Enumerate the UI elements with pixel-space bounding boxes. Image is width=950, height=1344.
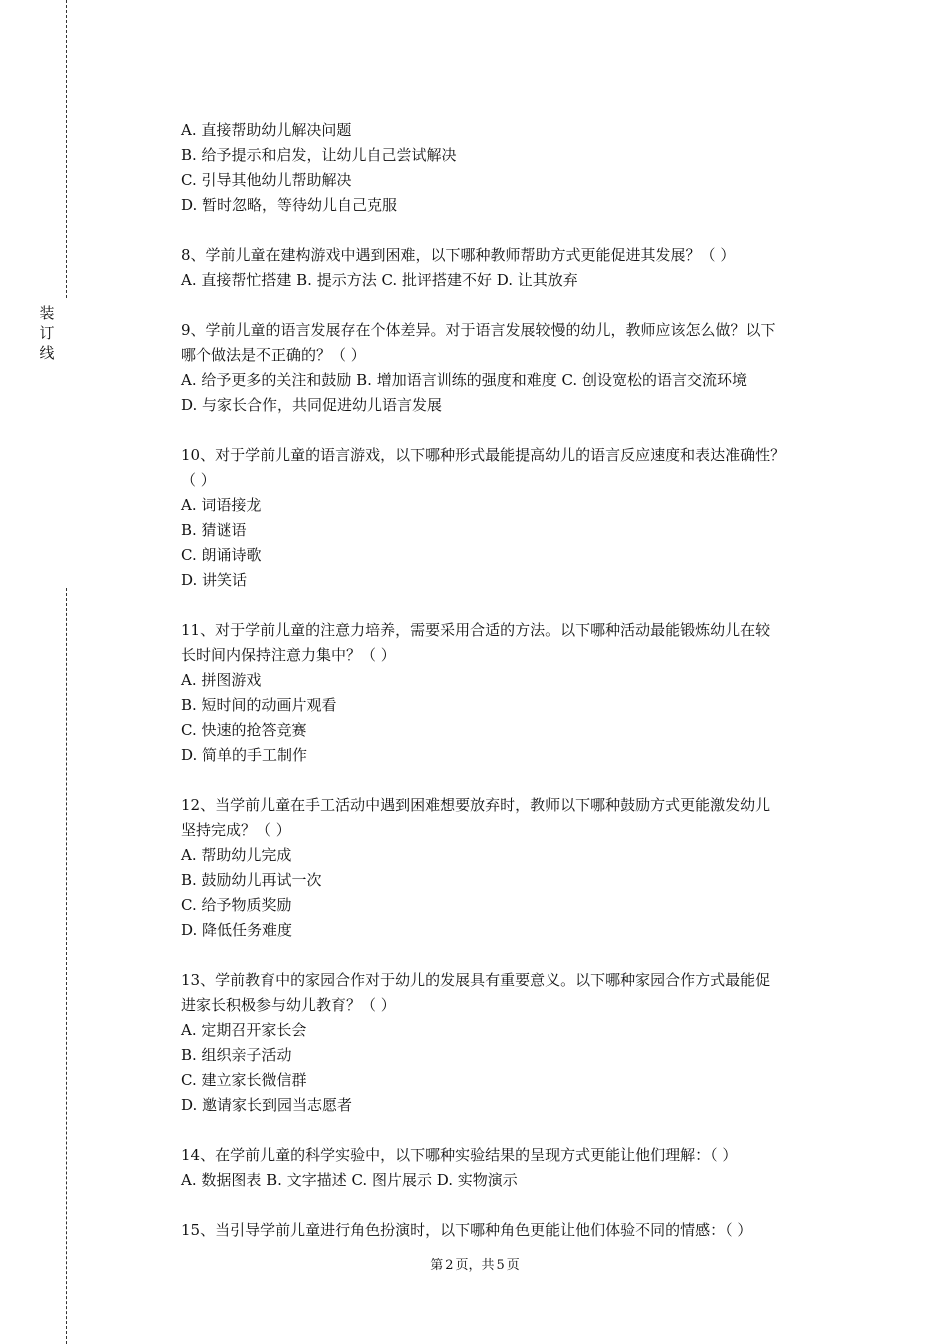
continuation-options	[181, 118, 849, 218]
footer-suffix: 页	[506, 1258, 520, 1273]
page-footer	[0, 1256, 950, 1276]
option-line: A. 拼图游戏	[181, 671, 262, 689]
option-line: B. 给予提示和启发，让幼儿自己尝试解决	[181, 146, 457, 164]
question-text: 坚持完成？（ ）	[181, 821, 291, 839]
option-line: A. 给予更多的关注和鼓励 B. 增加语言训练的强度和难度 C. 创设宽松的语言交流环境	[181, 371, 747, 389]
question-block	[181, 318, 849, 418]
option-line: D. 邀请家长到园当志愿者	[181, 1096, 353, 1114]
question-text: 8、学前儿童在建构游戏中遇到困难，以下哪种教师帮助方式更能促进其发展？（ ）	[181, 246, 736, 264]
option-line: B. 猜谜语	[181, 521, 247, 539]
question-block	[181, 618, 849, 768]
question-gap	[181, 1193, 849, 1218]
question-text: 10、对于学前儿童的语言游戏，以下哪种形式最能提高幼儿的语言反应速度和表达准确性？	[181, 446, 786, 464]
question-content	[181, 118, 849, 1243]
option-line: A. 直接帮忙搭建 B. 提示方法 C. 批评搭建不好 D. 让其放弃	[181, 271, 578, 289]
question-block	[181, 793, 849, 943]
question-text: 哪个做法是不正确的？（ ）	[181, 346, 366, 364]
question-gap	[181, 1118, 849, 1143]
question-block	[181, 968, 849, 1118]
option-line: B. 鼓励幼儿再试一次	[181, 871, 322, 889]
question-gap	[181, 418, 849, 443]
option-line: A. 直接帮助幼儿解决问题	[181, 121, 352, 139]
binding-char: 线	[39, 344, 55, 362]
question-gap	[181, 593, 849, 618]
option-line: A. 数据图表 B. 文字描述 C. 图片展示 D. 实物演示	[181, 1171, 518, 1189]
question-gap	[181, 218, 849, 243]
question-block	[181, 243, 849, 293]
option-line: D. 简单的手工制作	[181, 746, 308, 764]
question-text: 12、当学前儿童在手工活动中遇到困难想要放弃时，教师以下哪种鼓励方式更能激发幼儿	[181, 796, 771, 814]
binding-char: 订	[39, 324, 55, 342]
option-line: B. 短时间的动画片观看	[181, 696, 337, 714]
option-line: C. 快速的抢答竞赛	[181, 721, 307, 739]
option-line: D. 与家长合作，共同促进幼儿语言发展	[181, 396, 443, 414]
footer-current-page: 2	[445, 1258, 454, 1273]
option-line: C. 给予物质奖励	[181, 896, 292, 914]
question-gap	[181, 943, 849, 968]
option-line: C. 引导其他幼儿帮助解决	[181, 171, 352, 189]
option-line: A. 帮助幼儿完成	[181, 846, 292, 864]
option-line: A. 词语接龙	[181, 496, 262, 514]
binding-char: 装	[39, 304, 55, 322]
question-text: 13、学前教育中的家园合作对于幼儿的发展具有重要意义。以下哪种家园合作方式最能促	[181, 971, 771, 989]
question-text: 进家长积极参与幼儿教育？（ ）	[181, 996, 396, 1014]
question-block	[181, 443, 849, 593]
binding-dashed-line-bottom	[66, 588, 67, 1344]
question-gap	[181, 293, 849, 318]
question-block	[181, 1143, 849, 1193]
footer-middle: 页，共	[455, 1258, 495, 1273]
footer-prefix: 第	[430, 1258, 444, 1273]
option-line: C. 建立家长微信群	[181, 1071, 307, 1089]
question-text: 11、对于学前儿童的注意力培养，需要采用合适的方法。以下哪种活动最能锻炼幼儿在较	[181, 621, 771, 639]
option-line: D. 降低任务难度	[181, 921, 293, 939]
question-gap	[181, 768, 849, 793]
option-line: D. 讲笑话	[181, 571, 248, 589]
option-line: C. 朗诵诗歌	[181, 546, 262, 564]
footer-total-pages: 5	[496, 1258, 505, 1273]
binding-label	[38, 303, 56, 363]
binding-dashed-line-top	[66, 0, 67, 298]
option-line: A. 定期召开家长会	[181, 1021, 307, 1039]
question-text: 长时间内保持注意力集中？（ ）	[181, 646, 396, 664]
question-block	[181, 1218, 849, 1243]
question-text: （ ）	[181, 471, 216, 489]
question-text: 9、学前儿童的语言发展存在个体差异。对于语言发展较慢的幼儿，教师应该怎么做？以下	[181, 321, 776, 339]
option-line: D. 暂时忽略，等待幼儿自己克服	[181, 196, 398, 214]
question-text: 15、当引导学前儿童进行角色扮演时，以下哪种角色更能让他们体验不同的情感：（ ）	[181, 1221, 753, 1239]
question-text: 14、在学前儿童的科学实验中，以下哪种实验结果的呈现方式更能让他们理解：（ ）	[181, 1146, 738, 1164]
option-line: B. 组织亲子活动	[181, 1046, 292, 1064]
